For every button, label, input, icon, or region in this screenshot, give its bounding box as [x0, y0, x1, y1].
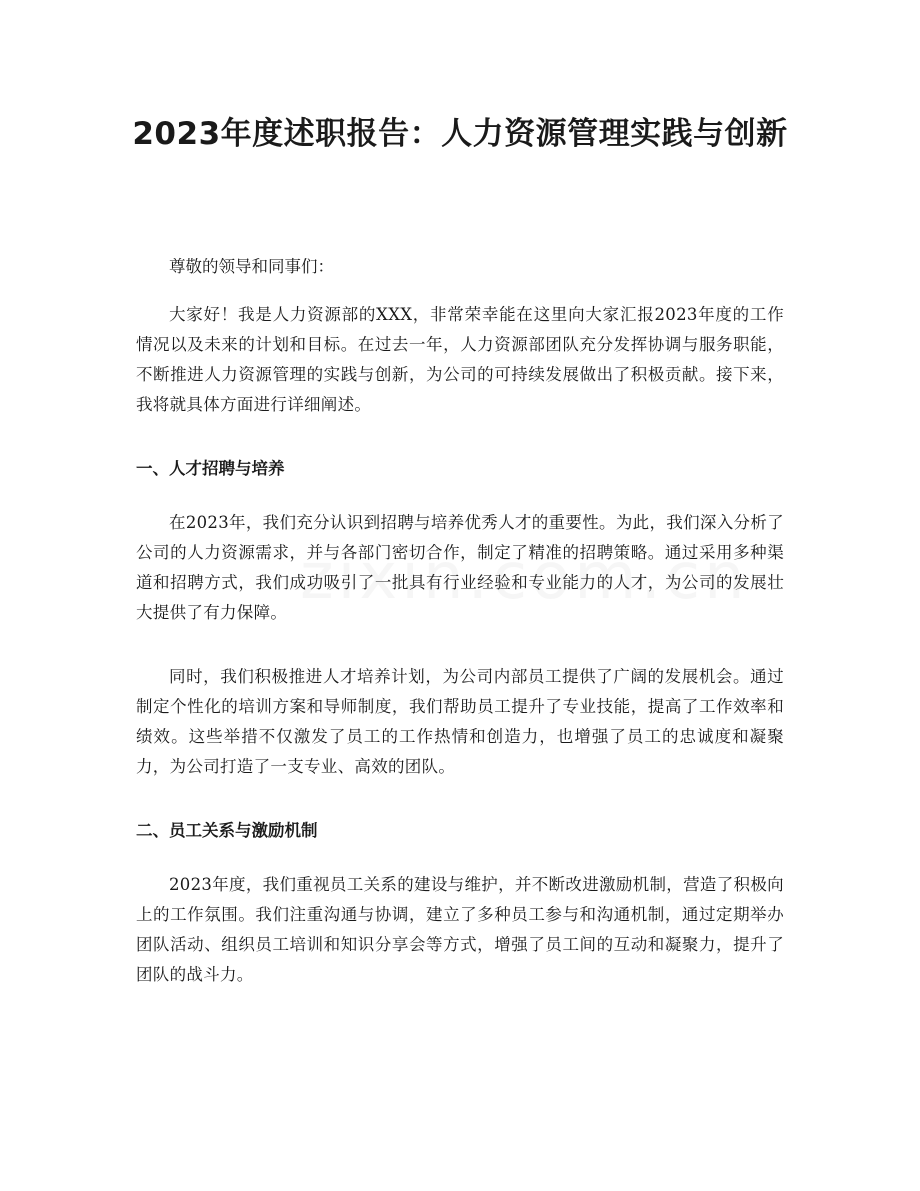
section-heading-recruitment: 一、人才招聘与培养	[136, 459, 285, 478]
paragraph-recruitment-2: 同时，我们积极推进人才培养计划，为公司内部员工提供了广阔的发展机会。通过制定个性化的培训方案和导师制度，我们帮助员工提升了专业技能，提高了工作效率和绩效。这些举措不仅激发了员工的工作热情和创造力，也增强了员工的忠诚度和凝聚力，为公司打造了一支专业、高效的团队。	[136, 667, 784, 776]
paragraph-recruitment-1: 在2023年，我们充分认识到招聘与培养优秀人才的重要性。为此，我们深入分析了公司的人力资源需求，并与各部门密切合作，制定了精准的招聘策略。通过采用多种渠道和招聘方式，我们成功吸引了一批具有行业经验和专业能力的人才，为公司的发展壮大提供了有力保障。	[136, 513, 784, 622]
greeting: 尊敬的领导和同事们：	[169, 257, 334, 276]
section-heading-employee-relations: 二、员工关系与激励机制	[136, 821, 318, 840]
page-title: 2023年度述职报告：人力资源管理实践与创新	[132, 116, 788, 152]
paragraph-employee-relations-1: 2023年度，我们重视员工关系的建设与维护，并不断改进激励机制，营造了积极向上的工作氛围。我们注重沟通与协调，建立了多种员工参与和沟通机制，通过定期举办团队活动、组织员工培训和知识分享会等方式，增强了员工间的互动和凝聚力，提升了团队的战斗力。	[136, 875, 784, 984]
paragraph-intro: 大家好！我是人力资源部的XXX，非常荣幸能在这里向大家汇报2023年度的工作情况以及未来的计划和目标。在过去一年，人力资源部团队充分发挥协调与服务职能，不断推进人力资源管理的实践与创新，为公司的可持续发展做出了积极贡献。接下来，我将就具体方面进行详细阐述。	[136, 305, 784, 414]
